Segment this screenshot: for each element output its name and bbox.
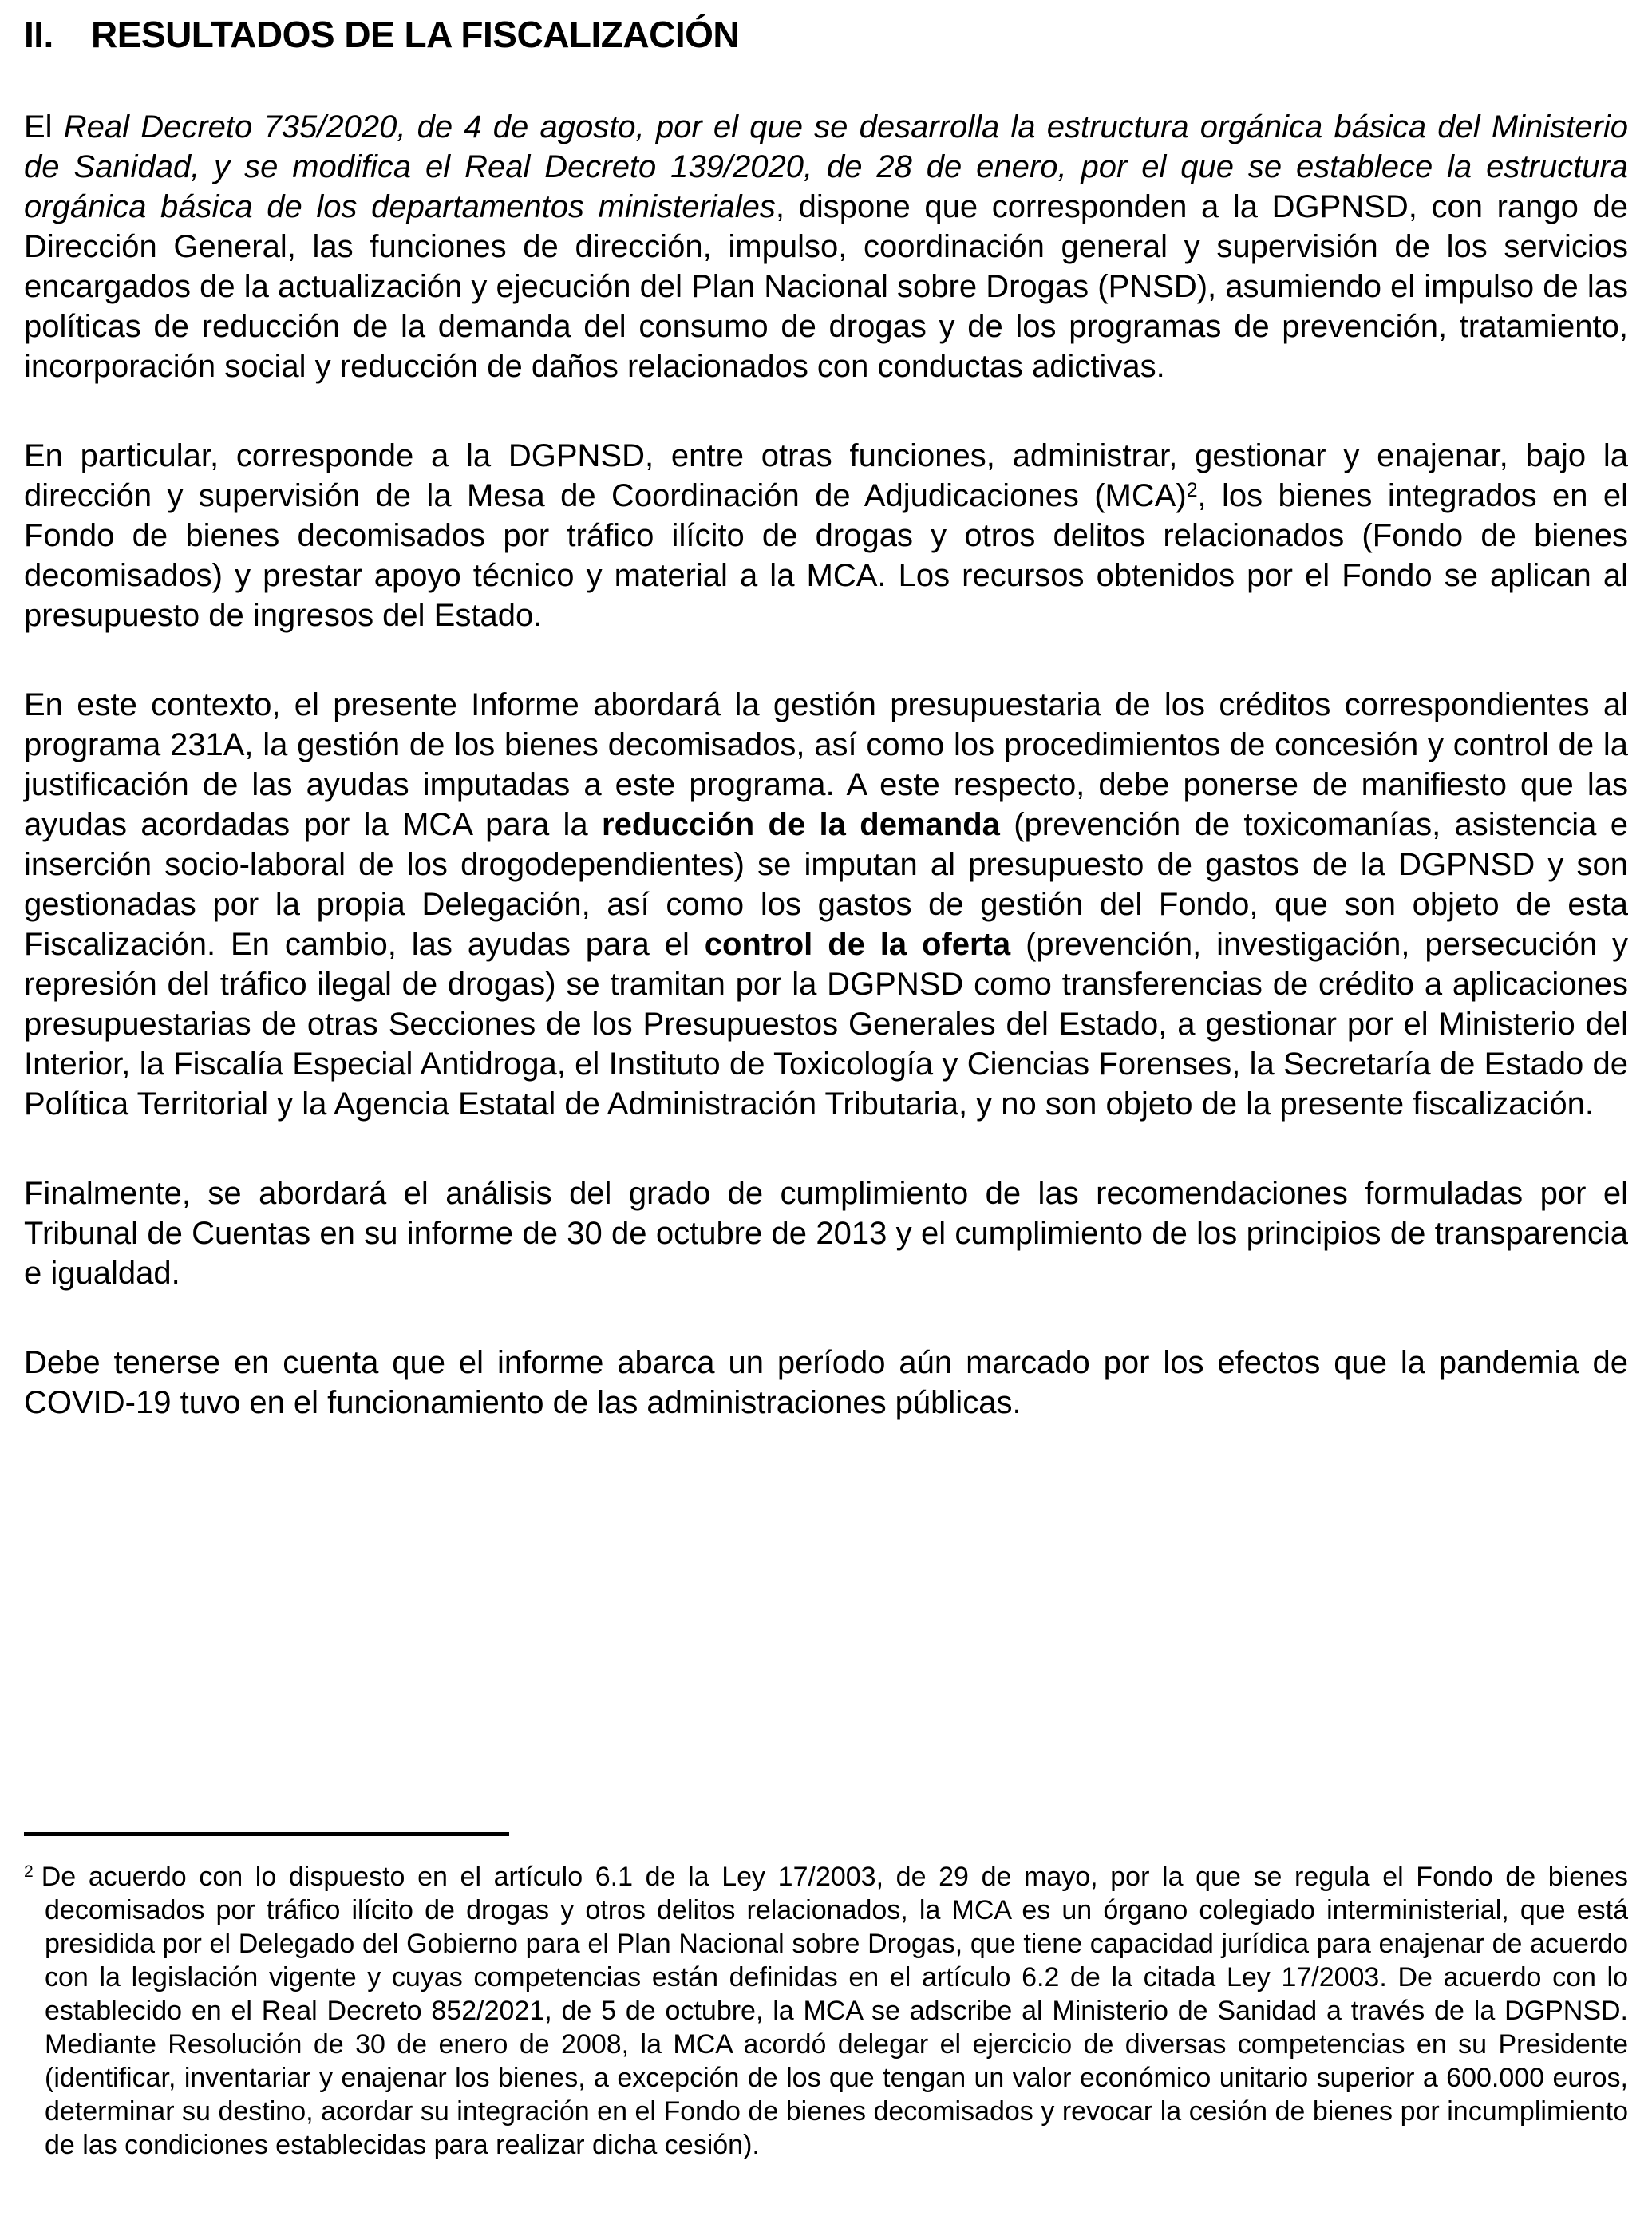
- body-paragraph-4: [24, 1173, 1628, 1293]
- body-paragraph-3: [24, 685, 1628, 1124]
- body-paragraph-2: [24, 436, 1628, 635]
- body-paragraph-1: [24, 107, 1628, 386]
- text-segment-normal: En este contexto, el presente Informe abordará la gestión presupuestaria de los créditos correspondientes al programa 231A, la gestión de los bienes decomisados, así como los procedimientos de concesión y control de la justificación de las ayudas imputadas a este programa. A este respecto, debe ponerse de manifiesto que las ayudas acordadas por la MCA para la: [24, 687, 1628, 842]
- text-segment-normal: En particular, corresponde a la DGPNSD, entre otras funciones, administrar, gestionar y enajenar, bajo la dirección y supervisión de la Mesa de Coordinación de Adjudicaciones (MCA): [24, 438, 1628, 513]
- text-segment-normal: Debe tenerse en cuenta que el informe abarca un período aún marcado por los efectos que la pandemia de COVID-19 tuvo en el funcionamiento de las administraciones públicas.: [24, 1345, 1628, 1420]
- section-heading: [24, 13, 1628, 56]
- footnote-separator: [24, 1832, 509, 1836]
- text-segment-normal: Finalmente, se abordará el análisis del grado de cumplimiento de las recomendaciones formuladas por el Tribunal de Cuentas en su informe de 30 de octubre de 2013 y el cumplimiento de los principios de transparencia e igualdad.: [24, 1176, 1628, 1291]
- text-segment-normal: , dispone que corresponden a la DGPNSD, con rango de Dirección General, las funciones de dirección, impulso, coordinación general y supervisión de los servicios encargados de la actualización y ejecución del Plan Nacional sobre Drogas (PNSD), asumiendo el impulso de las políticas de reducción de la demanda del consumo de drogas y de los programas de prevención, tratamiento, incorporación social y reducción de daños relacionados con conductas adictivas.: [24, 189, 1629, 384]
- text-segment-normal: El: [24, 109, 64, 144]
- body-text: [24, 107, 1628, 1423]
- text-segment-normal: , los bienes integrados en el Fondo de bienes decomisados por tráfico ilícito de drogas y otros delitos relacionados (Fondo de bienes decomisados) y prestar apoyo técnico y material a la MCA. Los recursos obtenidos por el Fondo se aplican al presupuesto de ingresos del Estado.: [24, 478, 1629, 633]
- text-segment-sup: 2: [1186, 479, 1198, 501]
- section-number: II.: [24, 14, 53, 55]
- text-segment-normal: (prevención, investigación, persecución y represión del tráfico ilegal de drogas) se tramitan por la DGPNSD como transferencias de crédito a aplicaciones presupuestarias de otras Secciones de los Presupuestos Generales del Estado, a gestionar por el Ministerio del Interior, la Fiscalía Especial Antidroga, el Instituto de Toxicología y Ciencias Forenses, la Secretaría de Estado de Política Territorial y la Agencia Estatal de Administración Tributaria, y no son objeto de la presente fiscalización.: [24, 927, 1628, 1122]
- text-segment-italic: Real Decreto 735/2020, de 4 de agosto, por el que se desarrolla la estructura orgánica básica del Ministerio de Sanidad, y se modifica el Real Decreto 139/2020, de 28 de enero, por el que se establece la estructura orgánica básica de los departamentos ministeriales: [24, 109, 1628, 224]
- section-title: RESULTADOS DE LA FISCALIZACIÓN: [91, 14, 740, 55]
- text-segment-normal: (prevención de toxicomanías, asistencia e inserción socio-laboral de los drogodependientes) se imputan al presupuesto de gastos de la DGPNSD y son gestionadas por la propia Delegación, así como los gastos de gestión del Fondo, que son objeto de esta Fiscalización. En cambio, las ayudas para el: [24, 807, 1628, 962]
- text-segment-bold: control de la oferta: [704, 927, 1011, 962]
- footnote-text: De acuerdo con lo dispuesto en el artículo 6.1 de la Ley 17/2003, de 29 de mayo, por la que se regula el Fondo de bienes decomisados por tráfico ilícito de drogas y otros delitos relacionados, la MCA es un órgano colegiado interministerial, que está presidida por el Delegado del Gobierno para el Plan Nacional sobre Drogas, que tiene capacidad jurídica para enajenar de acuerdo con la legislación vigente y cuyas competencias están definidas en el artículo 6.2 de la citada Ley 17/2003. De acuerdo con lo establecido en el Real Decreto 852/2021, de 5 de octubre, la MCA se adscribe al Ministerio de Sanidad a través de la DGPNSD. Mediante Resolución de 30 de enero de 2008, la MCA acordó delegar el ejercicio de diversas competencias en su Presidente (identificar, inventariar y enajenar los bienes, a excepción de los que tengan un valor económico unitario superior a 600.000 euros, determinar su destino, acordar su integración en el Fondo de bienes decomisados y revocar la cesión de bienes por incumplimiento de las condiciones establecidas para realizar dicha cesión).: [41, 1862, 1628, 2160]
- footnote-marker: 2: [24, 1862, 34, 1882]
- body-paragraph-5: [24, 1343, 1628, 1423]
- text-segment-bold: reducción de la demanda: [602, 807, 1000, 842]
- footnote-area: [24, 1832, 1628, 2162]
- footnote: [24, 1860, 1628, 2162]
